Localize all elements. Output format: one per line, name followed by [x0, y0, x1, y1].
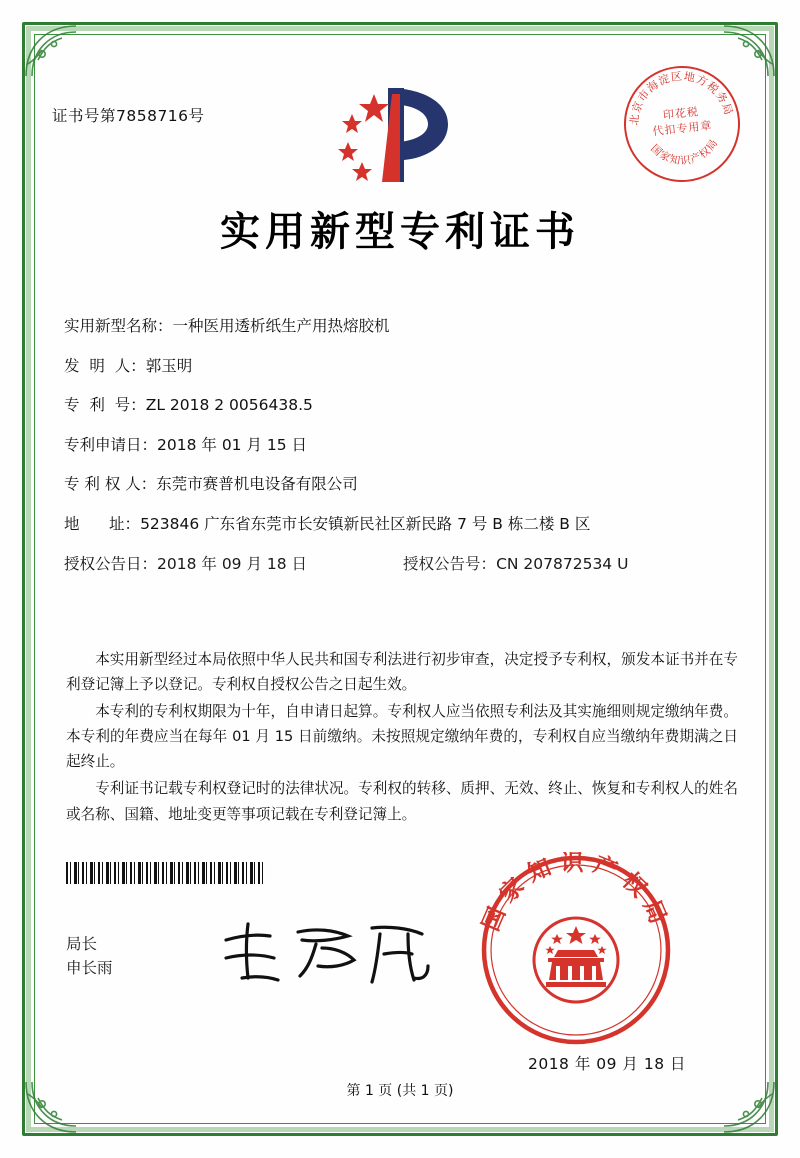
field-label: 地 址：: [64, 514, 141, 533]
svg-text:国家知识产权局: [478, 852, 674, 935]
field-list: [64, 317, 740, 594]
certificate-number: 证书号第7858716号: [52, 107, 205, 125]
barcode: [66, 862, 266, 884]
field-label: 实用新型名称：: [64, 317, 173, 335]
svg-text:国家知识产权局: [647, 136, 722, 171]
field-row-grant: [64, 555, 740, 574]
director-name: 申长雨: [66, 959, 113, 978]
director-signature: [212, 914, 442, 990]
cnipa-logo-icon: [330, 80, 460, 190]
tax-stamp-line2: 代扣专用章: [651, 118, 713, 139]
grant-date-value: 2018 年 09 月 18 日: [157, 554, 308, 573]
tax-stamp-line1: 印花税: [662, 105, 700, 122]
grant-number-value: CN 207872534 U: [496, 554, 629, 573]
field-value: ZL 2018 2 0056438.5: [145, 396, 313, 415]
seal-arc-text: 国家知识产权局: [478, 852, 674, 936]
certificate-content: [52, 52, 748, 1106]
field-value: 郭玉明: [145, 356, 193, 375]
grant-number-label: 授权公告号：: [403, 554, 497, 573]
tax-stamp-arc-top: 北京市海淀区地方税务局: [627, 69, 736, 126]
field-label: 发 明 人：: [64, 356, 146, 375]
field-row-address: [64, 515, 740, 534]
field-row-application-date: [64, 436, 740, 455]
field-row-inventor: [64, 357, 740, 376]
page-title: 实用新型专利证书: [220, 209, 580, 255]
field-value: 2018 年 01 月 15 日: [157, 435, 308, 454]
field-label: 专 利 权 人：: [64, 475, 157, 494]
field-row-name: [64, 317, 740, 336]
field-value: 一种医用透析纸生产用热熔胶机: [172, 317, 390, 335]
director-label: 局长: [66, 935, 98, 953]
field-row-patentee: [64, 475, 740, 494]
field-value: 东莞市赛普机电设备有限公司: [156, 475, 358, 494]
director-block: [66, 932, 113, 980]
field-row-patent-number: [64, 396, 740, 415]
legal-body-text: [66, 647, 738, 829]
body-paragraph: 专利证书记载专利权登记时的法律状况。专利权的转移、质押、无效、终止、恢复和专利权人的姓名或名称、国籍、地址变更等事项记载在专利登记簿上。: [66, 780, 738, 823]
body-paragraph: 本实用新型经过本局依照中华人民共和国专利法进行初步审查，决定授予专利权，颁发本证书并在专利登记簿上予以登记。专利权自授权公告之日起生效。: [66, 651, 738, 694]
seal-date: 2018 年 09 月 18 日: [527, 1055, 686, 1073]
body-paragraph: 本专利的专利权期限为十年，自申请日起算。专利权人应当依照专利法及其实施细则规定缴纳年费。本专利的年费应当在每年 01 月 15 日前缴纳。未按照规定缴纳年费的，专利权自应当缴纳年费期满之日起终止。: [66, 703, 738, 771]
field-value: 523846 广东省东莞市长安镇新民社区新民路 7 号 B 栋二楼 B 区: [140, 514, 591, 533]
page-footer: 第 1 页 (共 1 页): [346, 1083, 454, 1099]
official-seal: [478, 852, 674, 1048]
field-label: 专利申请日：: [64, 435, 158, 454]
tax-stamp: [618, 60, 745, 187]
field-label: 专 利 号：: [64, 396, 146, 415]
tax-stamp-arc-bottom: 国家知识产权局: [648, 136, 721, 168]
grant-date-label: 授权公告日：: [64, 554, 158, 573]
